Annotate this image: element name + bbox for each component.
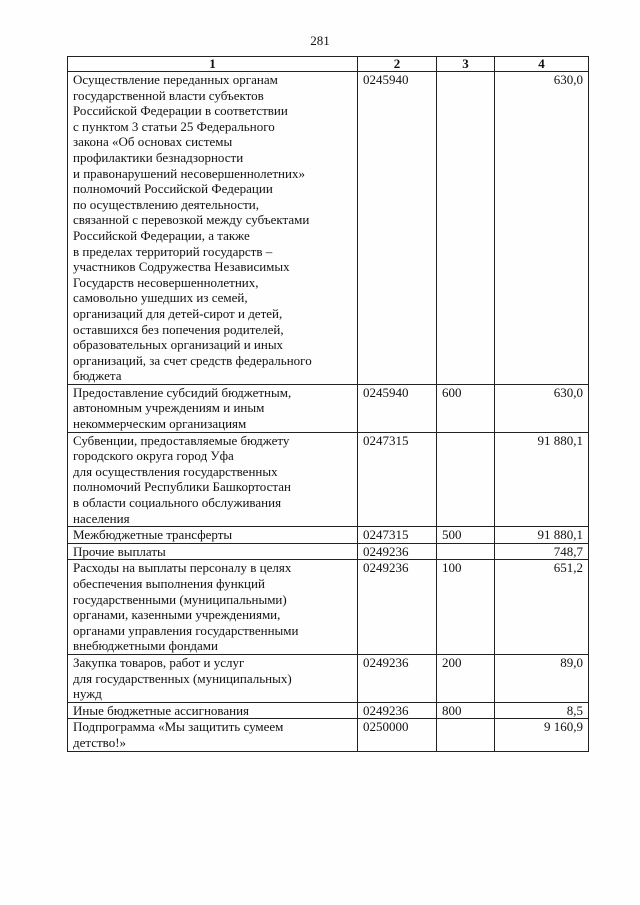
expense-name-line: Закупка товаров, работ и услуг	[73, 654, 245, 670]
expense-name-line: Подпрограмма «Мы защитить сумеем	[73, 719, 284, 735]
expense-name-line: автономным учреждениям и иным	[73, 400, 265, 416]
amount-cell: 89,0	[495, 654, 589, 702]
target-article-code-cell: 0249236	[358, 543, 437, 560]
amount-cell: 748,7	[495, 543, 589, 560]
table-row	[68, 384, 589, 432]
expense-name-line: самовольно ушедших из семей,	[73, 290, 248, 306]
expense-name-line: бюджета	[73, 368, 122, 384]
expense-name-cell	[68, 543, 358, 560]
expense-name-line: государственной власти субъектов	[73, 87, 264, 103]
expense-name-cell	[68, 560, 358, 655]
expense-name-line: населения	[73, 510, 130, 526]
expense-name-cell	[68, 719, 358, 751]
expense-type-code-cell: 800	[437, 702, 495, 719]
expense-name-line: профилактики безнадзорности	[73, 149, 244, 165]
expense-type-code-cell	[437, 72, 495, 385]
amount-cell: 91 880,1	[495, 527, 589, 544]
expense-name-line: в области социального обслуживания	[73, 495, 282, 511]
column-header-vr: 3	[437, 57, 495, 72]
expense-name-line: городского округа город Уфа	[73, 448, 234, 464]
expense-name-line: участников Содружества Независимых	[73, 259, 290, 275]
expense-name-line: Иные бюджетные ассигнования	[73, 702, 250, 718]
expense-name-line: Предоставление субсидий бюджетным,	[73, 384, 292, 400]
expense-name-line: Российской Федерации в соответствии	[73, 103, 288, 119]
expense-type-code-cell: 500	[437, 527, 495, 544]
column-header-amount: 4	[495, 57, 589, 72]
expense-name-line: для государственных (муниципальных)	[73, 670, 292, 686]
table-header-row	[68, 57, 589, 72]
expense-type-code-cell	[437, 432, 495, 527]
expense-type-code-cell	[437, 719, 495, 751]
expense-name-line: Расходы на выплаты персоналу в целях	[73, 560, 292, 576]
expense-name-cell	[68, 702, 358, 719]
expense-name-line: закона «Об основах системы	[73, 134, 233, 150]
target-article-code-cell: 0247315	[358, 432, 437, 527]
table-row	[68, 72, 589, 385]
expense-name-line: Межбюджетные трансферты	[73, 527, 233, 543]
expense-name-line: организаций для детей-сирот и детей,	[73, 305, 283, 321]
expense-name-line: связанной с перевозкой между субъектами	[73, 212, 310, 228]
expense-name-line: образовательных организаций и иных	[73, 337, 284, 353]
expense-name-line: государственными (муниципальными)	[73, 591, 287, 607]
amount-cell: 9 160,9	[495, 719, 589, 751]
target-article-code-cell: 0249236	[358, 702, 437, 719]
table-row	[68, 719, 589, 751]
page-number: 281	[310, 33, 330, 48]
column-header-csr: 2	[358, 57, 437, 72]
expense-name-line: Государств несовершеннолетних,	[73, 274, 259, 290]
expense-name-line: организаций, за счет средств федерального	[73, 352, 312, 368]
expense-type-code-cell	[437, 543, 495, 560]
column-header-name: 1	[68, 57, 358, 72]
table-row	[68, 543, 589, 560]
expense-type-code-cell: 200	[437, 654, 495, 702]
budget-table	[67, 56, 589, 752]
table-row	[68, 702, 589, 719]
table-body	[68, 72, 589, 752]
expense-name-line: по осуществлению деятельности,	[73, 196, 259, 212]
amount-cell: 630,0	[495, 384, 589, 432]
expense-name-line: органами управления государственными	[73, 622, 299, 638]
expense-type-code-cell: 600	[437, 384, 495, 432]
target-article-code-cell: 0247315	[358, 527, 437, 544]
expense-name-cell	[68, 432, 358, 527]
table-row	[68, 527, 589, 544]
target-article-code-cell: 0250000	[358, 719, 437, 751]
expense-type-code-cell: 100	[437, 560, 495, 655]
expense-name-line: Осуществление переданных органам	[73, 72, 278, 87]
amount-cell: 651,2	[495, 560, 589, 655]
expense-name-line: нужд	[73, 686, 102, 702]
expense-name-cell	[68, 654, 358, 702]
expense-name-cell	[68, 72, 358, 385]
expense-name-line: полномочий Российской Федерации	[73, 181, 273, 197]
expense-name-line: внебюджетными фондами	[73, 638, 218, 654]
target-article-code-cell: 0245940	[358, 384, 437, 432]
expense-name-line: в пределах территорий государств –	[73, 243, 273, 259]
amount-cell: 8,5	[495, 702, 589, 719]
expense-name-line: оставшихся без попечения родителей,	[73, 321, 284, 337]
table-row	[68, 432, 589, 527]
expense-name-line: Прочие выплаты	[73, 543, 166, 559]
table-row	[68, 560, 589, 655]
expense-name-line: Российской Федерации, а также	[73, 227, 250, 243]
expense-name-line: органами, казенными учреждениями,	[73, 607, 281, 623]
expense-name-cell	[68, 527, 358, 544]
expense-name-cell	[68, 384, 358, 432]
expense-name-line: полномочий Республики Башкортостан	[73, 479, 291, 495]
amount-cell: 91 880,1	[495, 432, 589, 527]
expense-name-line: детство!»	[73, 734, 127, 750]
expense-name-line: Субвенции, предоставляемые бюджету	[73, 432, 290, 448]
expense-name-line: и правонарушений несовершеннолетних»	[73, 165, 305, 181]
expense-name-line: обеспечения выполнения функций	[73, 576, 265, 591]
target-article-code-cell: 0249236	[358, 560, 437, 655]
table-row	[68, 654, 589, 702]
expense-name-line: для осуществления государственных	[73, 463, 278, 479]
expense-name-line: с пунктом 3 статьи 25 Федерального	[73, 118, 275, 134]
target-article-code-cell: 0245940	[358, 72, 437, 385]
target-article-code-cell: 0249236	[358, 654, 437, 702]
expense-name-line: некоммерческим организациям	[73, 416, 247, 432]
amount-cell: 630,0	[495, 72, 589, 385]
